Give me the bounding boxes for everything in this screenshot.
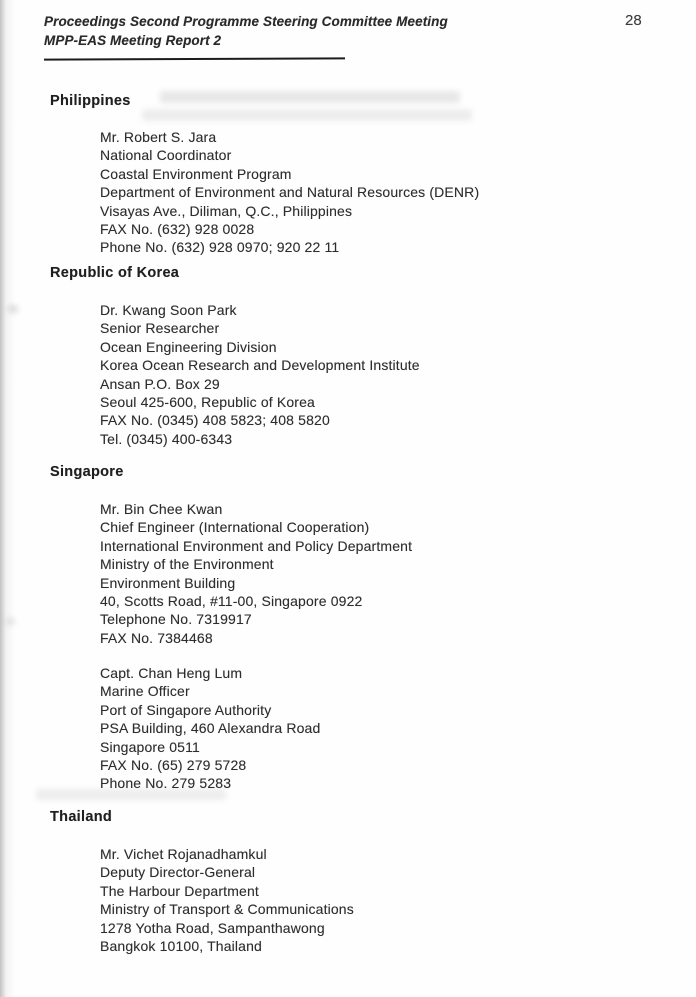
contact-line: Tel. (0345) 400-6343 bbox=[100, 430, 233, 447]
contact-line: FAX No. (65) 279 5728 bbox=[100, 757, 247, 774]
contact-line: Phone No. 279 5283 bbox=[100, 775, 232, 792]
contact-block bbox=[100, 664, 320, 793]
contact-line: Mr. Bin Chee Kwan bbox=[100, 501, 223, 517]
contact-line: FAX No. (632) 928 0028 bbox=[100, 221, 255, 238]
country-heading: Thailand bbox=[50, 809, 113, 825]
contact-block bbox=[100, 500, 412, 647]
contact-line: PSA Building, 460 Alexandra Road bbox=[100, 720, 321, 737]
contact-line: Singapore 0511 bbox=[100, 738, 200, 755]
contact-line: National Coordinator bbox=[100, 147, 232, 164]
contact-line: Ministry of the Environment bbox=[100, 556, 274, 573]
contact-line: Environment Building bbox=[100, 574, 236, 591]
scan-smudge-artifact bbox=[8, 305, 18, 313]
contact-line: Ocean Engineering Division bbox=[100, 338, 277, 355]
contact-line: The Harbour Department bbox=[100, 882, 259, 899]
contact-line: Capt. Chan Heng Lum bbox=[100, 665, 243, 681]
scan-edge-artifact bbox=[0, 0, 16, 997]
bleedthrough-artifact bbox=[160, 91, 460, 103]
contact-line: Coastal Environment Program bbox=[100, 165, 292, 182]
header-title-line2: MPP-EAS Meeting Report 2 bbox=[44, 33, 222, 48]
contact-block bbox=[100, 301, 420, 448]
contact-line: Senior Researcher bbox=[100, 320, 220, 337]
contact-line: Korea Ocean Research and Development Institute bbox=[100, 357, 420, 374]
contact-line: Seoul 425-600, Republic of Korea bbox=[100, 394, 315, 411]
contact-line: 1278 Yotha Road, Sampanthawong bbox=[100, 919, 325, 936]
contact-block bbox=[100, 128, 479, 257]
contact-line: Visayas Ave., Diliman, Q.C., Philippines bbox=[100, 202, 353, 219]
header-rule bbox=[44, 57, 345, 60]
contact-line: 40, Scotts Road, #11-00, Singapore 0922 bbox=[100, 593, 363, 610]
contact-block bbox=[100, 845, 354, 955]
contact-line: Mr. Robert S. Jara bbox=[100, 129, 217, 145]
page-number: 28 bbox=[625, 12, 642, 29]
country-heading: Republic of Korea bbox=[50, 265, 180, 281]
contact-line: Ansan P.O. Box 29 bbox=[100, 375, 220, 392]
contact-line: Ministry of Transport & Communications bbox=[100, 901, 354, 918]
country-heading: Singapore bbox=[50, 464, 124, 480]
contact-line: Department of Environment and Natural Resources (DENR) bbox=[100, 184, 480, 201]
contact-line: Marine Officer bbox=[100, 683, 190, 700]
contact-line: Mr. Vichet Rojanadhamkul bbox=[100, 846, 267, 862]
scan-smudge-artifact bbox=[6, 618, 15, 625]
contact-line: Chief Engineer (International Cooperation) bbox=[100, 519, 370, 536]
running-header bbox=[44, 12, 448, 50]
contact-line: Telephone No. 7319917 bbox=[100, 611, 252, 628]
bleedthrough-artifact bbox=[142, 109, 472, 121]
contact-line: Phone No. (632) 928 0970; 920 22 11 bbox=[100, 239, 340, 256]
contact-line: Bangkok 10100, Thailand bbox=[100, 938, 262, 955]
header-title-line1: Proceedings Second Programme Steering Committee Meeting bbox=[44, 14, 448, 29]
contact-line: Dr. Kwang Soon Park bbox=[100, 302, 237, 318]
contact-line: FAX No. 7384468 bbox=[100, 629, 213, 646]
contact-line: Deputy Director-General bbox=[100, 864, 256, 881]
contact-line: Port of Singapore Authority bbox=[100, 701, 272, 718]
contact-line: International Environment and Policy Department bbox=[100, 537, 413, 554]
country-heading: Philippines bbox=[50, 93, 131, 109]
contact-line: FAX No. (0345) 408 5823; 408 5820 bbox=[100, 412, 330, 429]
